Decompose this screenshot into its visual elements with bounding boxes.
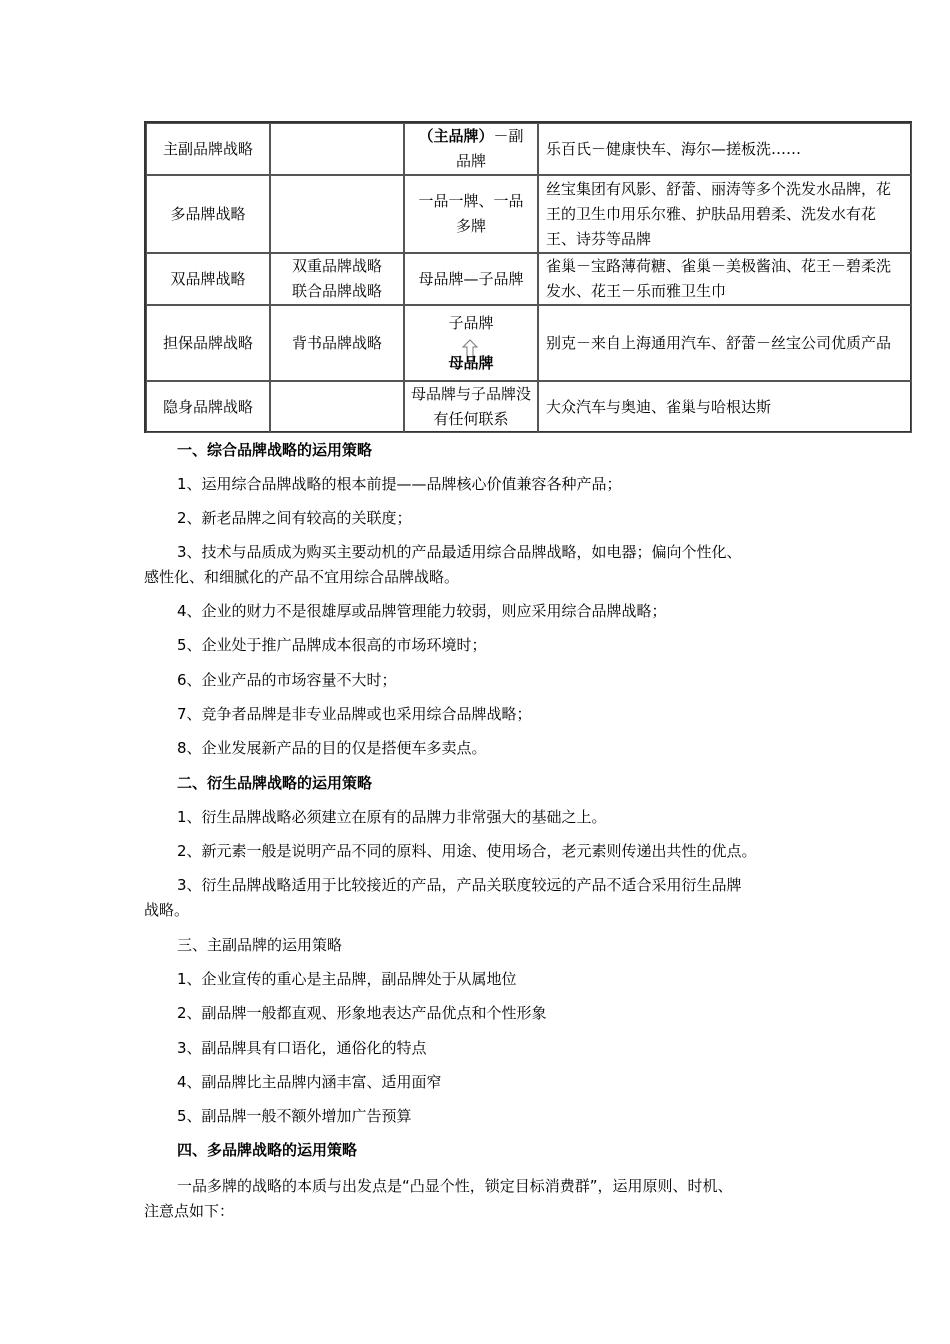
list-item: 3、副品牌具有口语化，通俗化的特点 [177, 1039, 427, 1057]
list-item-continuation: 感性化、和细腻化的产品不宜用综合品牌战略。 [144, 568, 460, 586]
list-item: 2、新老品牌之间有较高的关联度； [177, 509, 412, 527]
table-cell-alias: 双重品牌战略 联合品牌战略 [270, 253, 404, 305]
table-cell-strategy: 双品牌战略 [146, 253, 270, 305]
table-cell-alias: 背书品牌战略 [270, 305, 404, 381]
parent-brand-label: 母品牌 [448, 354, 494, 372]
sub-brand-label: 子品牌 [448, 314, 494, 332]
table-cell-structure: 母品牌—子品牌 [404, 253, 538, 305]
table-cell-example: 雀巢－宝路薄荷糖、雀巢－美极酱油、花王－碧柔洗发水、花王－乐而雅卫生巾 [538, 253, 912, 305]
table-cell-strategy: 主副品牌战略 [146, 123, 270, 175]
list-item: 7、竞争者品牌是非专业品牌或也采用综合品牌战略； [177, 705, 532, 723]
list-item: 1、企业宣传的重心是主品牌，副品牌处于从属地位 [177, 970, 517, 988]
list-item: 2、新元素一般是说明产品不同的原料、用途、使用场合，老元素则传递出共性的优点。 [177, 842, 757, 860]
section-heading: 二、衍生品牌战略的运用策略 [177, 774, 373, 792]
list-item: 2、副品牌一般都直观、形象地表达产品优点和个性形象 [177, 1004, 547, 1022]
table-cell-strategy: 多品牌战略 [146, 175, 270, 253]
table-cell-strategy: 担保品牌战略 [146, 305, 270, 381]
list-item: 6、企业产品的市场容量不大时； [177, 671, 397, 689]
table-cell-structure [404, 305, 538, 381]
table-cell-strategy: 隐身品牌战略 [146, 381, 270, 433]
paragraph-continuation: 注意点如下： [144, 1202, 235, 1220]
list-item: 5、副品牌一般不额外增加广告预算 [177, 1107, 412, 1125]
list-item: 3、技术与品质成为购买主要动机的产品最适用综合品牌战略，如电器；偏向个性化、 [177, 543, 742, 561]
table-cell-alias [270, 381, 404, 433]
list-item: 3、衍生品牌战略适用于比较接近的产品，产品关联度较远的产品不适合采用衍生品牌 [177, 876, 742, 894]
section-heading: 三、主副品牌的运用策略 [177, 936, 343, 954]
table-cell-example: 乐百氏－健康快车、海尔—搓板洗…… [538, 123, 912, 175]
section-heading: 一、综合品牌战略的运用策略 [177, 441, 373, 459]
list-item: 1、运用综合品牌战略的根本前提——品牌核心价值兼容各种产品； [177, 475, 622, 493]
list-item: 5、企业处于推广品牌成本很高的市场环境时； [177, 636, 487, 654]
paragraph: 一品多牌的战略的本质与出发点是“凸显个性，锁定目标消费群”，运用原则、时机、 [177, 1177, 733, 1195]
section-heading: 四、多品牌战略的运用策略 [177, 1141, 358, 1159]
table-cell-example: 丝宝集团有风影、舒蕾、丽涛等多个洗发水品牌，花王的卫生巾用乐尔雅、护肤品用碧柔、洗发水有花王、诗芬等品牌 [538, 175, 912, 253]
table-cell-example: 别克－来自上海通用汽车、舒蕾－丝宝公司优质产品 [538, 305, 912, 381]
table-cell-structure: 母品牌与子品牌没有任何联系 [404, 381, 538, 433]
list-item-continuation: 战略。 [144, 901, 190, 919]
table-cell-example: 大众汽车与奥迪、雀巢与哈根达斯 [538, 381, 912, 433]
brand-strategy-table [144, 121, 912, 433]
list-item: 4、副品牌比主品牌内涵丰富、适用面窄 [177, 1073, 442, 1091]
table-cell-alias [270, 175, 404, 253]
list-item: 4、企业的财力不是很雄厚或品牌管理能力较弱，则应采用综合品牌战略； [177, 602, 667, 620]
table-cell-structure: （主品牌）－副品牌 [404, 123, 538, 175]
table-cell-structure: 一品一牌、一品多牌 [404, 175, 538, 253]
table-cell-alias [270, 123, 404, 175]
list-item: 1、衍生品牌战略必须建立在原有的品牌力非常强大的基础之上。 [177, 808, 607, 826]
list-item: 8、企业发展新产品的目的仅是搭便车多卖点。 [177, 739, 487, 757]
